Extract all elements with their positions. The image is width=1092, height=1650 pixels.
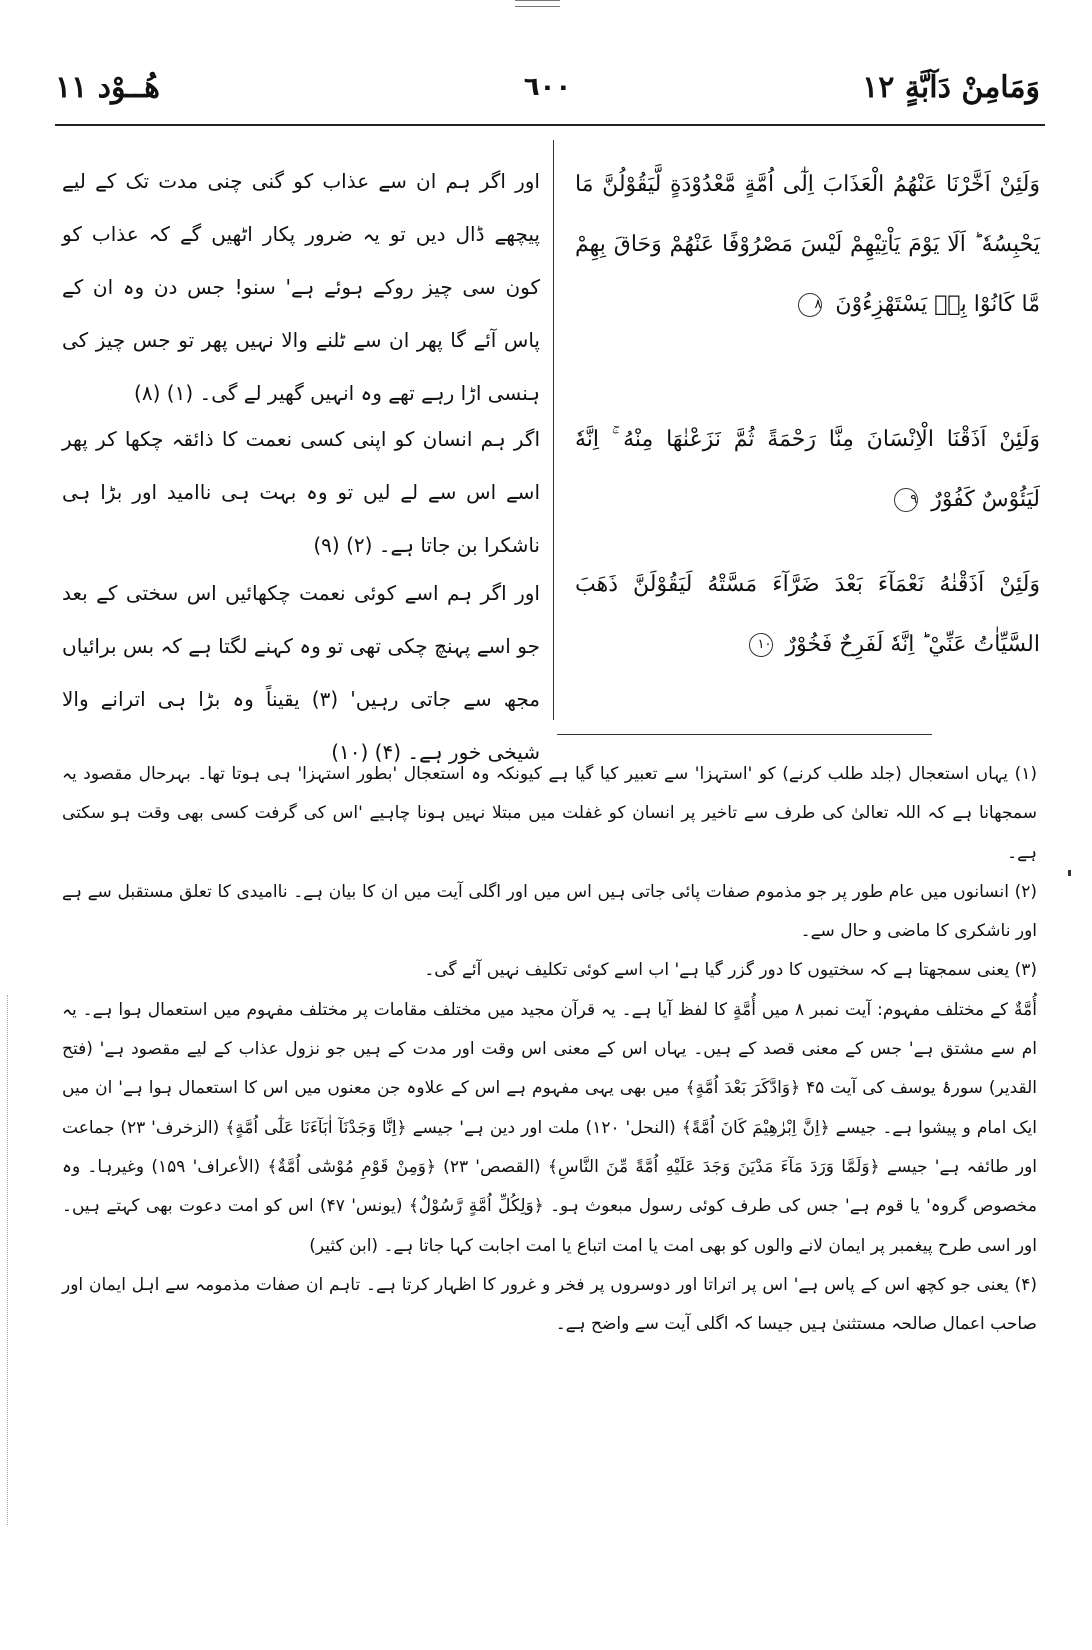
ayah-text: وَلَئِنْ اَذَقْنَا الْاِنْسَانَ مِنَّا رَحْمَةً ثُمَّ نَزَعْنٰهَا مِنْهُ ۚ اِنَّهٗ لَيَئُوْسٌ كَفُوْرٌ	[575, 427, 1040, 512]
footnote-2: (۲) انسانوں میں عام طور پر جو مذموم صفات پائی جاتی ہیں اس میں اور اگلی آیت میں ان کا بیان ہے۔ ناامیدی کا تعلق مستقبل سے ہے اور ناشکری کا ماضی و حال سے۔	[62, 881, 1037, 942]
footnote-4: (۴) یعنی جو کچھ اس کے پاس ہے' اس پر اتراتا اور دوسروں پر فخر و غرور کا اظہار کرتا ہے۔ تاہم ان صفات مذمومہ سے اہل ایمان اور صاحب اعمال صالحہ مستثنیٰ ہیں جیسا کہ اگلی آیت سے واضح ہے۔	[62, 1274, 1037, 1335]
column-divider	[553, 140, 554, 720]
margin-mark	[1068, 870, 1071, 876]
top-edge-mark	[515, 6, 560, 7]
footnote-divider	[557, 734, 932, 735]
translation-ayah-9: اگر ہم انسان کو اپنی کسی نعمت کا ذائقہ چکھا کر پھر اسے اس سے لے لیں تو وہ بہت ہی ناامید اور بڑا ہی ناشکرا بن جاتا ہے۔ (۲) (۹)	[62, 427, 540, 557]
footnote-1: (۱) یہاں استعجال (جلد طلب کرنے) کو 'استہزا' سے تعبیر کیا گیا ہے کیونکہ وہ استعجال 'بطور استہزا' ہی ہوتا تھا۔ بہرحال مقصود یہ سمجھانا ہے کہ اللہ تعالیٰ کی طرف سے تاخیر پر انسان کو غفلت میں مبتلا نہیں ہونا چاہیے 'اس کی گرفت کسی بھی وقت ہو سکتی ہے۔	[62, 764, 1037, 863]
ayah-text: وَلَئِنْ اَخَّرْنَا عَنْهُمُ الْعَذَابَ اِلٰٓى اُمَّةٍ مَّعْدُوْدَةٍ لَّيَقُوْلُنَّ مَا يَحْبِسُهٗ ؕ اَلَا يَوْمَ يَاْتِيْهِمْ لَيْسَ مَصْرُوْفًا عَنْهُمْ وَحَاقَ بِهِمْ مَّا كَانُوْا بِهٖ يَسْتَهْزِءُوْنَ	[575, 172, 1040, 317]
footnotes	[62, 755, 1037, 1344]
ayah-number-badge: ٨	[798, 293, 822, 317]
ayah-10	[575, 555, 1040, 675]
ayah-8	[575, 155, 1040, 335]
top-edge-mark	[515, 0, 560, 1]
page-number: ٦٠٠	[523, 72, 572, 102]
margin-mark	[7, 995, 10, 1525]
translation-ayah-8: اور اگر ہم ان سے عذاب کو گنی چنی مدت تک کے لیے پیچھے ڈال دیں تو یہ ضرور پکار اٹھیں گے کہ عذاب کو کون سی چیز روکے ہوئے ہے' سنو! جس دن وہ ان کے پاس آئے گا پھر ان سے ٹلنے والا نہیں پھر تو جس چیز کی ہنسی اڑا رہے تھے وہ انہیں گھیر لے گی۔ (۱) (۸)	[62, 169, 540, 405]
ayah-number-badge: ١٠	[749, 633, 773, 657]
ayah-number-badge: ٩	[894, 488, 918, 512]
header-divider	[55, 124, 1045, 126]
ayah-9	[575, 410, 1040, 530]
ayah-text: وَلَئِنْ اَذَقْنٰهُ نَعْمَآءَ بَعْدَ ضَرَّآءَ مَسَّتْهُ لَيَقُوْلَنَّ ذَهَبَ السَّيِّاٰتُ عَنِّيْ ؕ اِنَّهٗ لَفَرِحٌ فَخُوْرٌ	[575, 572, 1040, 657]
surah-title: هُــوْد ١١	[55, 70, 160, 105]
translation-ayah-10: اور اگر ہم اسے کوئی نعمت چکھائیں اس سختی کے بعد جو اسے پہنچ چکی تھی تو وہ کہنے لگتا ہے کہ بس برائیاں مجھ سے جاتی رہیں' (۳) یقیناً وہ بڑا ہی اترانے والا شیخی خور ہے۔ (۴) (۱۰)	[62, 581, 540, 764]
footnote-ummah: أُمَّةٌ کے مختلف مفہوم: آیت نمبر ۸ میں أُمَّةٍ کا لفظ آیا ہے۔ یہ قرآن مجید میں مختلف مقامات پر مختلف مفہوم میں استعمال ہوا ہے۔ یہ ام سے مشتق ہے' جس کے معنی قصد کے ہیں۔ یہاں اس کے معنی اس وقت اور مدت کے ہیں جو نزول عذاب کے لیے مقصود ہے' (فتح القدیر) سورۂ یوسف کی آیت ۴۵ ﴿وَادَّكَرَ بَعْدَ اُمَّةٍ﴾ میں بھی یہی مفہوم ہے اس کے علاوہ جن معنوں میں اس کا استعمال ہوا ہے' ان میں ایک امام و پیشوا ہے۔ جیسے ﴿اِنَّ اِبْرٰهِيْمَ كَانَ اُمَّةً﴾ (النحل' ۱۲۰) ملت اور دین ہے' جیسے ﴿اِنَّا وَجَدْنَآ اٰبَآءَنَا عَلٰٓى اُمَّةٍ﴾ (الزخرف' ۲۳) جماعت اور طائفہ ہے' جیسے ﴿وَلَمَّا وَرَدَ مَآءَ مَدْيَنَ وَجَدَ عَلَيْهِ اُمَّةً مِّنَ النَّاسِ﴾ (القصص' ۲۳) ﴿وَمِنْ قَوْمِ مُوْسٰٓى اُمَّةٌ﴾ (الأعراف' ۱۵۹) وغیرہا۔ وہ مخصوص گروہ' یا قوم ہے' جس کی طرف کوئی رسول مبعوث ہو۔ ﴿وَلِكُلِّ اُمَّةٍ رَّسُوْلٌ﴾ (یونس' ۴۷) اس کو امت دعوت بھی کہتے ہیں۔ اور اسی طرح پیغمبر پر ایمان لانے والوں کو بھی امت یا امت اتباع یا امت اجابت کہا جاتا ہے۔ (ابن کثیر)	[62, 999, 1038, 1256]
footnote-3: (۳) یعنی سمجھتا ہے کہ سختیوں کا دور گزر گیا ہے' اب اسے کوئی تکلیف نہیں آئے گی۔	[424, 960, 1037, 981]
juz-title: وَمَامِنْ دَآبَّةٍ ١٢	[862, 70, 1040, 105]
page-header	[55, 70, 1040, 120]
